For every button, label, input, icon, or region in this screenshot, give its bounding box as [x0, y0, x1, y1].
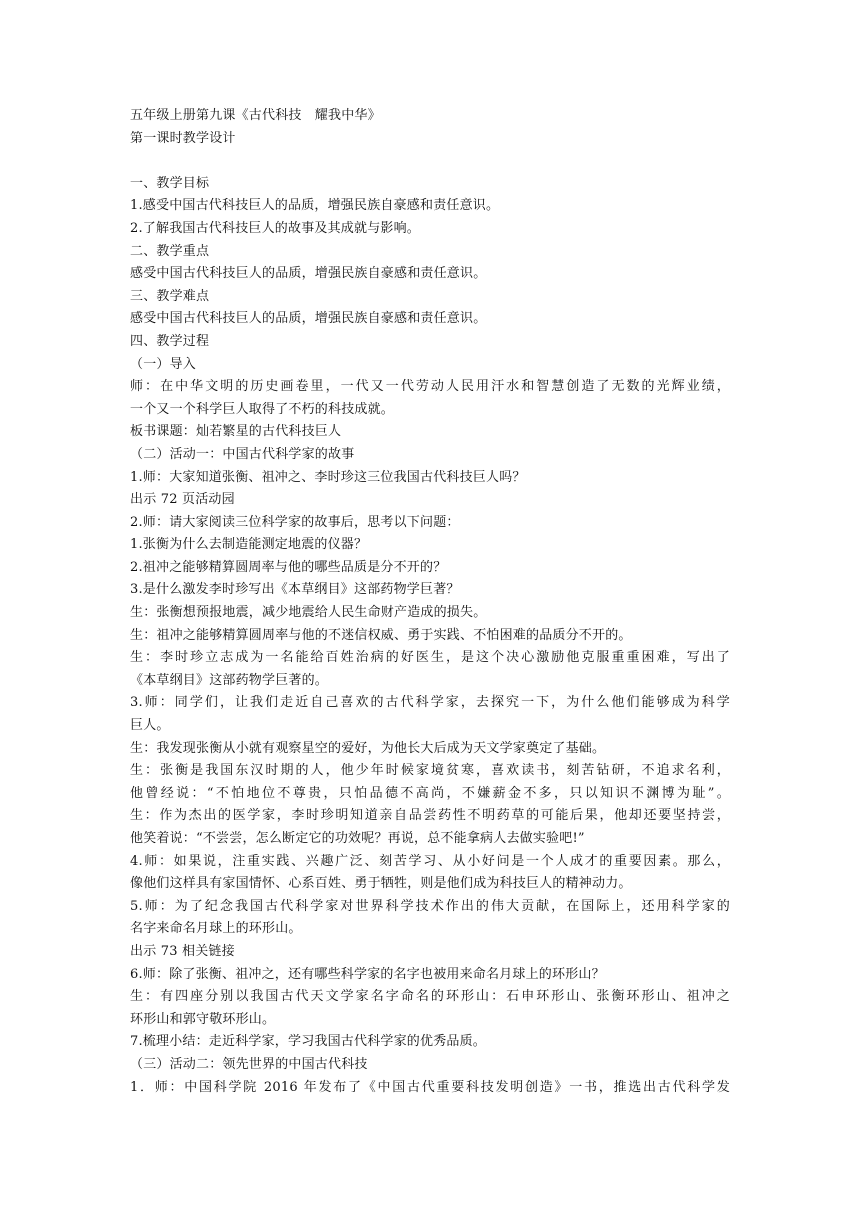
text-line: （三）活动二：领先世界的中国古代科技 — [130, 1056, 368, 1072]
text-line: 生：张衡是我国东汉时期的人，他少年时候家境贫寒，喜欢读书，刻苦钻研，不追求名利， — [130, 763, 730, 779]
text-line: 生：作为杰出的医学家，李时珍明知道亲自品尝药性不明药草的可能后果，他却还要坚持尝， — [130, 808, 730, 824]
text-line: 感受中国古代科技巨人的品质，增强民族自豪感和责任意识。 — [130, 266, 487, 282]
text-line: 3.师：同学们，让我们走近自己喜欢的古代科学家，去探究一下，为什么他们能够成为科学 — [130, 695, 730, 711]
text-line: 2.师：请大家阅读三位科学家的故事后，思考以下问题： — [130, 514, 460, 530]
text-line: （一）导入 — [130, 356, 197, 372]
text-line: 生：有四座分别以我国古代天文学家名字命名的环形山：石申环形山、张衡环形山、祖冲之 — [130, 989, 730, 1005]
text-line: 一个又一个科学巨人取得了不朽的科技成就。 — [130, 401, 395, 417]
text-line: 生：李时珍立志成为一名能给百姓治病的好医生，是这个决心激励他克服重重困难，写出了 — [130, 650, 730, 666]
text-line: 4.师：如果说，注重实践、兴趣广泛、刻苦学习、从小好问是一个人成才的重要因素。那么， — [130, 853, 730, 869]
text-line: 生：祖冲之能够精算圆周率与他的不迷信权威、勇于实践、不怕困难的品质分不开的。 — [130, 627, 632, 643]
lesson-plan-body — [130, 105, 730, 1099]
text-line: 感受中国古代科技巨人的品质，增强民族自豪感和责任意识。 — [130, 311, 487, 327]
text-line: 1.感受中国古代科技巨人的品质，增强民族自豪感和责任意识。 — [130, 198, 500, 214]
text-line: 1.师：大家知道张衡、祖冲之、李时珍这三位我国古代科技巨人吗？ — [130, 469, 526, 485]
text-line: 1．师：中国科学院 2016 年发布了《中国古代重要科技发明创造》一书，推选出古代科学发 — [130, 1079, 730, 1095]
text-line: 四、教学过程 — [130, 333, 210, 349]
text-line: 5.师：为了纪念我国古代科学家对世界科学技术作出的伟大贡献，在国际上，还用科学家的 — [130, 898, 730, 914]
blank-line — [130, 150, 730, 173]
text-line: （二）活动一：中国古代科学家的故事 — [130, 446, 355, 462]
text-line: 生：我发现张衡从小就有观察星空的爱好，为他长大后成为天文学家奠定了基础。 — [130, 740, 606, 756]
text-line: 像他们这样具有家国情怀、心系百姓、勇于牺牲，则是他们成为科技巨人的精神动力。 — [130, 876, 632, 892]
text-line: 生：张衡想预报地震，减少地震给人民生命财产造成的损失。 — [130, 605, 487, 621]
document-subtitle: 第一课时教学设计 — [130, 130, 236, 146]
text-line: 他笑着说：“不尝尝，怎么断定它的功效呢？再说，总不能拿病人去做实验吧!” — [130, 831, 585, 846]
text-line: 3.是什么激发李时珍写出《本草纲目》这部药物学巨著？ — [130, 582, 460, 598]
text-line: 他曾经说：“不怕地位不尊贵，只怕品德不高尚，不嫌薪金不多，只以知识不渊博为耻”。 — [130, 785, 730, 801]
document-title: 五年级上册第九课《古代科技 耀我中华》 — [130, 108, 381, 123]
text-line: 出示 72 页活动园 — [130, 492, 235, 508]
text-line: 2.祖冲之能够精算圆周率与他的哪些品质是分不开的？ — [130, 559, 447, 575]
text-line: 巨人。 — [130, 718, 170, 734]
text-line: 师：在中华文明的历史画卷里，一代又一代劳动人民用汗水和智慧创造了无数的光辉业绩， — [130, 379, 730, 395]
text-line: 7.梳理小结：走近科学家，学习我国古代科学家的优秀品质。 — [130, 1034, 487, 1050]
text-line: 三、教学难点 — [130, 288, 210, 304]
text-line: 一、教学目标 — [130, 175, 210, 191]
text-line: 2.了解我国古代科技巨人的故事及其成就与影响。 — [130, 220, 421, 236]
text-line: 《本草纲目》这部药物学巨著的。 — [130, 672, 329, 688]
text-line: 环形山和郭守敬环形山。 — [130, 1011, 276, 1027]
text-line: 二、教学重点 — [130, 243, 210, 259]
text-line: 1.张衡为什么去制造能测定地震的仪器？ — [130, 537, 368, 553]
text-line: 名字来命名月球上的环形山。 — [130, 921, 302, 937]
text-line: 6.师：除了张衡、祖冲之，还有哪些科学家的名字也被用来命名月球上的环形山？ — [130, 966, 605, 982]
text-line: 板书课题：灿若繁星的古代科技巨人 — [130, 424, 342, 440]
text-line: 出示 73 相关链接 — [130, 943, 235, 959]
